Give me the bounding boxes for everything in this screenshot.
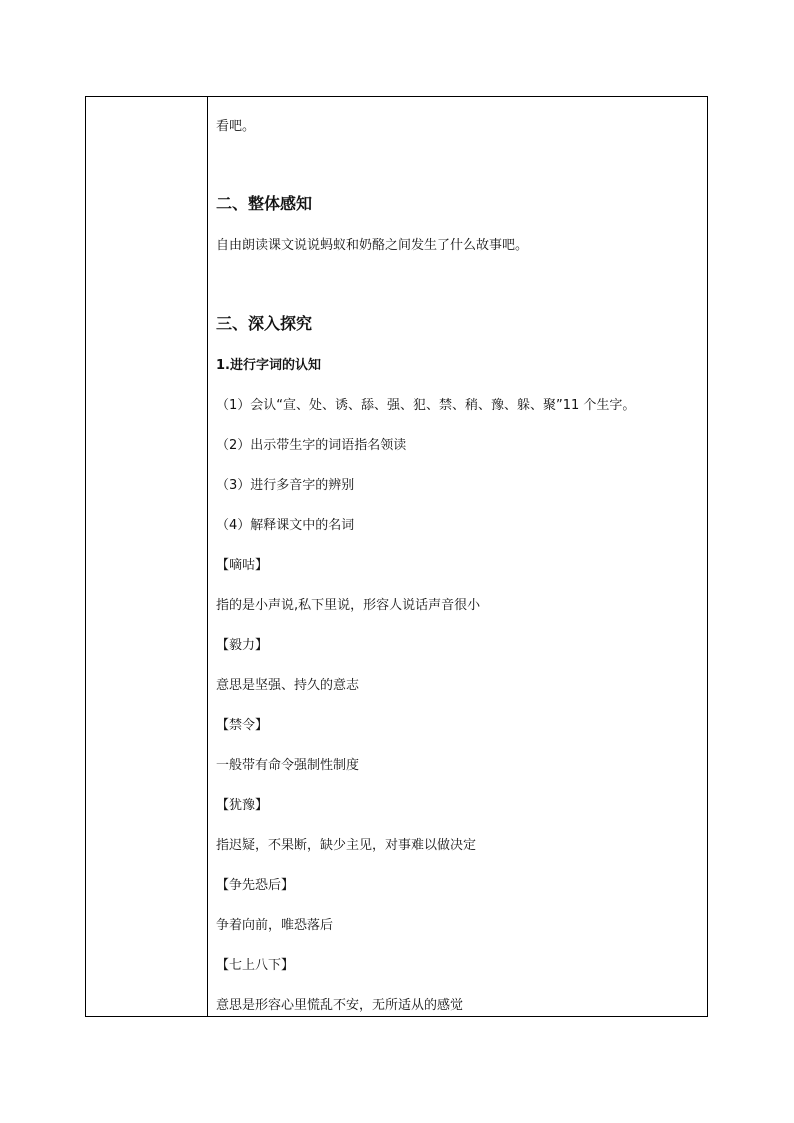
term-label: 【七上八下】 [216,958,295,973]
subheading-word-recognition: 1.进行字词的认知 [216,358,321,373]
term-label: 【争先恐后】 [216,878,295,893]
table-left-column [86,97,208,1016]
term-label: 【嘀咕】 [216,558,269,573]
section-heading-explore: 三、深入探究 [216,314,313,333]
term-label: 【禁令】 [216,718,269,733]
section-heading-overall: 二、整体感知 [216,194,313,213]
term-definition: 指的是小声说,私下里说，形容人说话声音很小 [216,598,481,613]
term-definition: 意思是形容心里慌乱不安，无所适从的感觉 [216,998,464,1013]
term-definition: 意思是坚强、持久的意志 [216,678,360,693]
step-item: （3）进行多音字的辨别 [216,478,355,493]
lesson-table [85,96,708,1017]
term-definition: 争着向前，唯恐落后 [216,918,334,933]
section-text-overall: 自由朗读课文说说蚂蚁和奶酪之间发生了什么故事吧。 [216,238,529,253]
continuation-text: 看吧。 [216,119,256,134]
term-definition: 指迟疑，不果断，缺少主见，对事难以做决定 [216,838,477,853]
step-item: （2）出示带生字的词语指名领读 [216,438,407,453]
step-item: （1）会认“宣、处、诱、舔、强、犯、禁、稍、豫、躲、聚”11 个生字。 [216,398,636,413]
term-label: 【毅力】 [216,638,269,653]
term-label: 【犹豫】 [216,798,269,813]
step-item: （4）解释课文中的名词 [216,518,355,533]
term-definition: 一般带有命令强制性制度 [216,758,360,773]
